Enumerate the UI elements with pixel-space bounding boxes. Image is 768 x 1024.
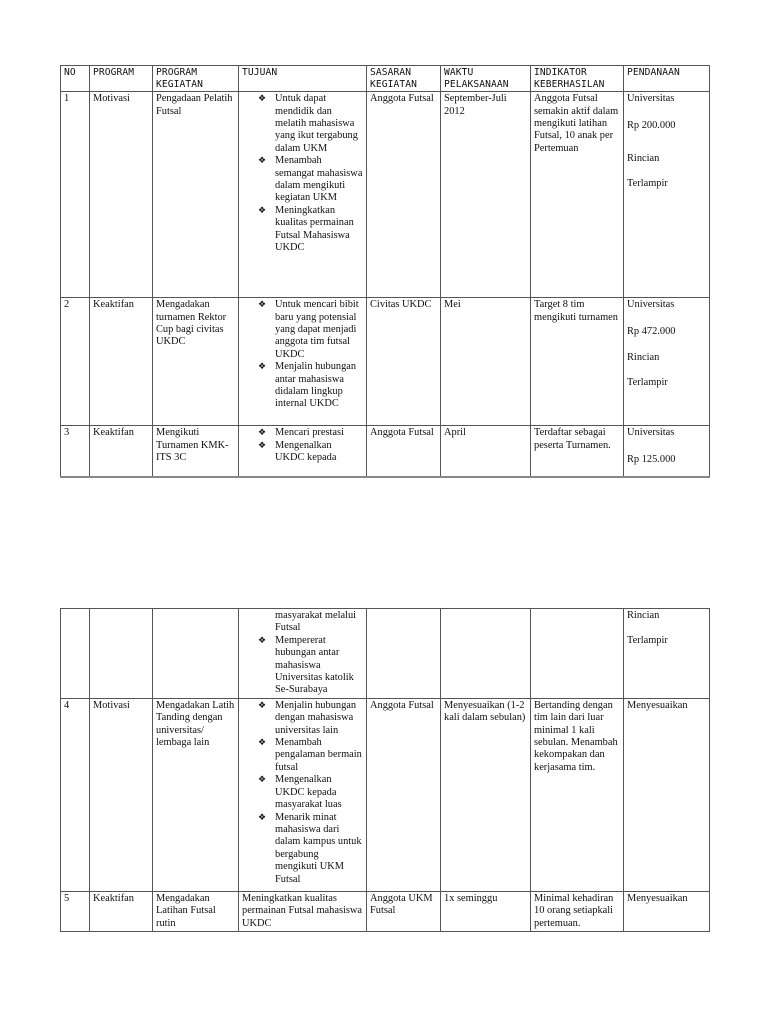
table-row-continuation xyxy=(61,609,710,699)
cell-sasaran: Anggota Futsal xyxy=(367,92,441,298)
funding-source: Universitas xyxy=(627,427,675,439)
cell-tujuan xyxy=(239,426,367,477)
cell-indikator xyxy=(531,609,624,699)
table-row xyxy=(61,426,710,477)
cell-waktu: Menyesuaikan (1-2 kali dalam sebulan) xyxy=(441,698,531,891)
cell-no: 4 xyxy=(61,698,90,891)
cell-kegiatan: Mengikuti Turnamen KMK-ITS 3C xyxy=(153,426,239,477)
tujuan-item: ❖ Untuk dapat mendidik dan melatih mahasiswa yang ikut tergabung dalam UKM xyxy=(242,93,363,155)
funding-amount: Rp 125.000 xyxy=(627,453,676,465)
table-row xyxy=(61,92,710,298)
cell-waktu xyxy=(441,609,531,699)
funding-amount: Rp 472.000 xyxy=(627,325,676,337)
cell-indikator: Terdaftar sebagai peserta Turnamen. xyxy=(531,426,624,477)
tujuan-item: ❖ Mengenalkan UKDC kepada xyxy=(242,440,363,465)
tujuan-item: ❖ Menjalin hubungan antar mahasiswa didalam lingkup internal UKDC xyxy=(242,361,363,411)
cell-pendanaan xyxy=(624,426,710,477)
table-row xyxy=(61,891,710,931)
cell-pendanaan: Menyesuaikan xyxy=(624,891,710,931)
tujuan-item: ❖ Menambah pengalaman bermain futsal xyxy=(242,737,363,774)
cell-pendanaan xyxy=(624,609,710,699)
tujuan-item: ❖ Mempererat hubungan antar mahasiswa Universitas katolik Se-Surabaya xyxy=(242,635,363,697)
tujuan-item: ❖ Mengenalkan UKDC kepada masyarakat luas xyxy=(242,774,363,811)
tujuan-item: ❖ Mencari prestasi xyxy=(242,427,363,439)
cell-waktu: April xyxy=(441,426,531,477)
funding-note: Terlampir xyxy=(627,178,668,190)
funding-amount: Rp 200.000 xyxy=(627,119,676,131)
header-waktu: WAKTU PELAKSANAAN xyxy=(441,66,531,92)
funding-source: Universitas xyxy=(627,299,675,311)
cell-waktu: 1x seminggu xyxy=(441,891,531,931)
cell-indikator: Minimal kehadiran 10 orang setiapkali pertemuan. xyxy=(531,891,624,931)
cell-kegiatan: Mengadakan Latihan Futsal rutin xyxy=(153,891,239,931)
cell-kegiatan: Mengadakan turnamen Rektor Cup bagi civitas UKDC xyxy=(153,298,239,426)
funding-note: Rincian xyxy=(627,352,660,363)
cell-no: 5 xyxy=(61,891,90,931)
cell-program: Keaktifan xyxy=(90,298,153,426)
funding-note: Terlampir xyxy=(627,377,668,389)
cell-program: Motivasi xyxy=(90,92,153,298)
cell-sasaran: Anggota UKM Futsal xyxy=(367,891,441,931)
cell-waktu: Mei xyxy=(441,298,531,426)
header-indikator: INDIKATOR KEBERHASILAN xyxy=(531,66,624,92)
cell-indikator: Bertanding dengan tim lain dari luar minimal 1 kali sebulan. Menambah kekompakan dan kerjasama tim. xyxy=(531,698,624,891)
cell-no xyxy=(61,609,90,699)
table-row xyxy=(61,298,710,426)
cell-kegiatan: Pengadaan Pelatih Futsal xyxy=(153,92,239,298)
tujuan-item: ❖ Menarik minat mahasiswa dari dalam kampus untuk bergabung mengikuti UKM Futsal xyxy=(242,812,363,886)
cell-sasaran: Civitas UKDC xyxy=(367,298,441,426)
cell-pendanaan xyxy=(624,92,710,298)
cell-waktu: September-Juli 2012 xyxy=(441,92,531,298)
cell-program xyxy=(90,609,153,699)
cell-kegiatan: Mengadakan Latih Tanding dengan universitas/ lembaga lain xyxy=(153,698,239,891)
cell-pendanaan xyxy=(624,298,710,426)
header-program: PROGRAM xyxy=(90,66,153,92)
cell-pendanaan: Menyesuaikan xyxy=(624,698,710,891)
program-table xyxy=(60,65,710,478)
header-tujuan: TUJUAN xyxy=(239,66,367,92)
table-header-row xyxy=(61,66,710,92)
funding-note: Terlampir xyxy=(627,635,668,647)
cell-no: 2 xyxy=(61,298,90,426)
funding-source: Universitas xyxy=(627,93,675,105)
tujuan-continued-text: masyarakat melalui Futsal xyxy=(275,610,357,634)
cell-kegiatan xyxy=(153,609,239,699)
cell-tujuan: Meningkatkan kualitas permainan Futsal mahasiswa UKDC xyxy=(239,891,367,931)
cell-no: 3 xyxy=(61,426,90,477)
cell-tujuan xyxy=(239,298,367,426)
cell-sasaran: Anggota Futsal xyxy=(367,426,441,477)
table-row xyxy=(61,698,710,891)
cell-sasaran: Anggota Futsal xyxy=(367,698,441,891)
header-pendanaan: PENDANAAN xyxy=(624,66,710,92)
program-table-continued xyxy=(60,608,710,932)
cell-tujuan xyxy=(239,698,367,891)
cell-tujuan xyxy=(239,92,367,298)
header-sasaran: SASARAN KEGIATAN xyxy=(367,66,441,92)
cell-tujuan xyxy=(239,609,367,699)
cell-program: Motivasi xyxy=(90,698,153,891)
tujuan-item: ❖ Menambah semangat mahasiswa dalam mengikuti kegiatan UKM xyxy=(242,155,363,205)
cell-program: Keaktifan xyxy=(90,891,153,931)
tujuan-item: ❖ Meningkatkan kualitas permainan Futsal Mahasiswa UKDC xyxy=(242,205,363,255)
header-no: NO xyxy=(61,66,90,92)
cell-sasaran xyxy=(367,609,441,699)
funding-note: Rincian xyxy=(627,610,660,621)
cell-indikator: Anggota Futsal semakin aktif dalam mengikuti latihan Futsal, 10 anak per Pertemuan xyxy=(531,92,624,298)
tujuan-item: ❖ Menjalin hubungan dengan mahasiswa universitas lain xyxy=(242,700,363,737)
cell-no: 1 xyxy=(61,92,90,298)
funding-note: Rincian xyxy=(627,153,660,164)
cell-program: Keaktifan xyxy=(90,426,153,477)
header-program-kegiatan: PROGRAM KEGIATAN xyxy=(153,66,239,92)
tujuan-item: ❖ Untuk mencari bibit baru yang potensial yang dapat menjadi anggota tim futsal UKDC xyxy=(242,299,363,361)
cell-indikator: Target 8 tim mengikuti turnamen xyxy=(531,298,624,426)
